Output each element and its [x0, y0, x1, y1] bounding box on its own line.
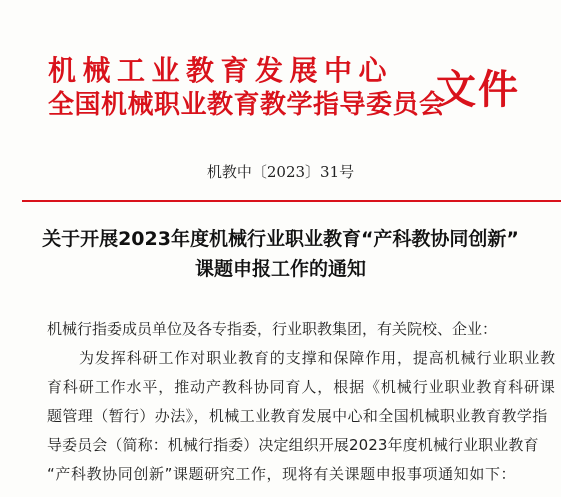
salutation: 机械行指委成员单位及各专指委，行业职教集团，有关院校、企业：	[47, 320, 498, 338]
document-title-line-1: 关于开展2023年度机械行业职业教育“产科教协同创新”	[42, 228, 519, 250]
issuer-name-line-2: 全国机械职业教育教学指导委员会	[48, 90, 446, 120]
body-line-1: 为发挥科研工作对职业教育的支撑和保障作用，提高机械行业职业教	[79, 349, 557, 367]
document-title-line-2: 课题申报工作的通知	[194, 258, 366, 280]
issuer-name-line-1: 机械工业教育发展中心	[48, 54, 394, 87]
document-type-label: 文件	[436, 67, 520, 113]
body-line-2: 育科研工作水平，推动产教科协同育人，根据《机械行业职业教育科研课	[47, 378, 556, 396]
body-line-3: 题管理（暂行）办法》，机械工业教育发展中心和全国机械职业教育教学指	[47, 407, 548, 425]
document-number: 机教中〔2023〕31号	[206, 163, 355, 181]
body-line-4: 导委员会（简称：机械行指委）决定组织开展2023年度机械行业职业教育	[47, 436, 539, 454]
header-divider-line	[22, 200, 561, 202]
body-line-5: “产科教协同创新”课题研究工作，现将有关课题申报事项通知如下：	[47, 465, 517, 483]
